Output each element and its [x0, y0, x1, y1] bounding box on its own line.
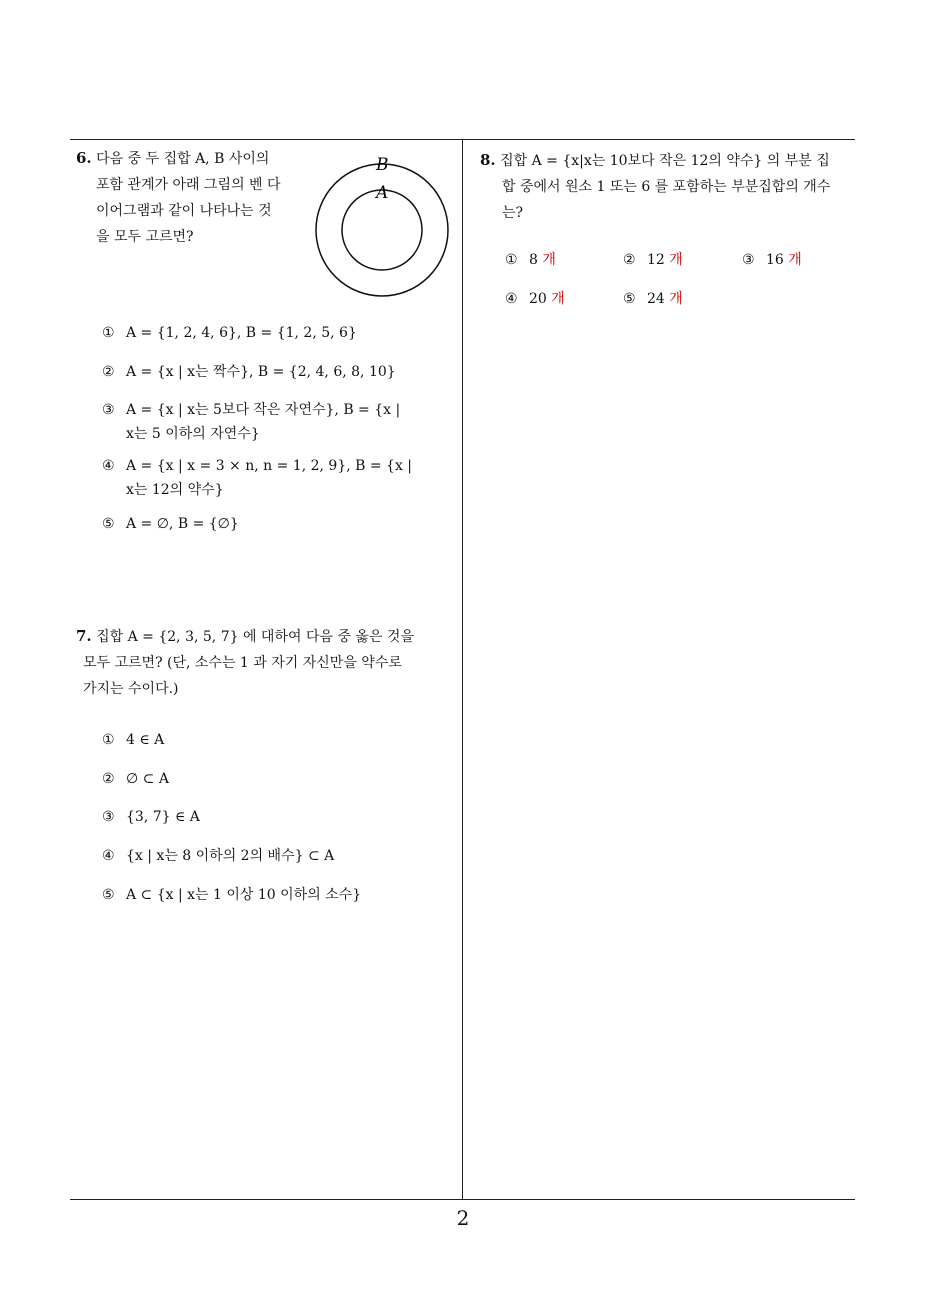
choice-number: 12	[647, 252, 665, 268]
choice-unit: 개	[669, 252, 683, 268]
question-6	[76, 145, 281, 250]
choice-mark: ⑤	[102, 887, 115, 903]
q6-choice-1[interactable]	[102, 321, 357, 345]
q7-choice-3[interactable]	[102, 805, 200, 829]
question-number: 6.	[76, 149, 92, 167]
choice-mark: ④	[102, 458, 115, 474]
choice-text: A = ∅, B = {∅}	[126, 516, 239, 532]
choice-mark: ⑤	[102, 516, 115, 532]
choice-mark: ③	[102, 809, 115, 825]
choice-text: 4 ∈ A	[126, 732, 165, 748]
choice-mark: ④	[102, 848, 115, 864]
q6-choice-2[interactable]	[102, 360, 396, 384]
question-line: 가지는 수이다.)	[83, 681, 179, 697]
choice-unit: 개	[669, 291, 683, 307]
choice-text: A ⊂ {x | x는 1 이상 10 이하의 소수}	[126, 887, 362, 903]
choice-text: A = {x | x는 짝수}, B = {2, 4, 6, 8, 10}	[126, 364, 396, 380]
venn-diagram	[310, 150, 460, 300]
q8-choice-5[interactable]	[623, 287, 683, 311]
choice-unit: 개	[788, 252, 802, 268]
q8-choice-4[interactable]	[505, 287, 565, 311]
q7-choice-1[interactable]	[102, 728, 164, 752]
choice-mark: ①	[102, 325, 115, 341]
question-7	[76, 623, 414, 702]
q6-choice-3[interactable]	[102, 398, 400, 446]
choice-number: 20	[529, 291, 547, 307]
choice-mark: ②	[102, 771, 115, 787]
q7-choice-5[interactable]	[102, 883, 361, 907]
choice-number: 16	[766, 252, 784, 268]
choice-number: 24	[647, 291, 665, 307]
q7-choice-4[interactable]	[102, 844, 334, 868]
choice-mark: ③	[742, 252, 755, 268]
choice-text: {x | x는 8 이하의 2의 배수} ⊂ A	[126, 848, 335, 864]
bottom-rule	[70, 1199, 855, 1200]
question-line: 집합 A = {x|x는 10보다 작은 12의 약수} 의 부분 집	[500, 153, 830, 169]
question-line: 합 중에서 원소 1 또는 6 를 포함하는 부분집합의 개수	[502, 179, 831, 195]
question-line: 모두 고르면? (단, 소수는 1 과 자기 자신만을 약수로	[83, 655, 402, 671]
q8-choice-1[interactable]	[505, 248, 556, 272]
q8-choice-2[interactable]	[623, 248, 683, 272]
question-line: 집합 A = {2, 3, 5, 7} 에 대하여 다음 중 옳은 것을	[96, 629, 414, 645]
choice-unit: 개	[542, 252, 556, 268]
page-number: 2	[456, 1206, 470, 1230]
choice-text: A = {1, 2, 4, 6}, B = {1, 2, 5, 6}	[126, 325, 357, 341]
choice-mark: ②	[623, 252, 636, 268]
question-number: 7.	[76, 627, 92, 645]
question-number: 8.	[480, 151, 496, 169]
choice-text: ∅ ⊂ A	[126, 771, 169, 787]
set-a-label: A	[376, 183, 389, 203]
column-divider	[462, 139, 463, 1200]
q8-choice-3[interactable]	[742, 248, 802, 272]
question-line: 포함 관계가 아래 그림의 벤 다	[96, 177, 281, 193]
choice-unit: 개	[551, 291, 565, 307]
choice-text: x는 12의 약수}	[126, 482, 224, 498]
question-line: 이어그램과 같이 나타나는 것	[96, 203, 272, 219]
q6-choice-4[interactable]	[102, 454, 412, 502]
choice-mark: ③	[102, 402, 115, 418]
choice-mark: ①	[102, 732, 115, 748]
choice-mark: ①	[505, 252, 518, 268]
choice-text: A = {x | x는 5보다 작은 자연수}, B = {x |	[126, 402, 401, 418]
choice-text: {3, 7} ∈ A	[126, 809, 200, 825]
choice-mark: ④	[505, 291, 518, 307]
choice-text: A = {x | x = 3 × n, n = 1, 2, 9}, B = {x |	[126, 458, 413, 474]
q7-choice-2[interactable]	[102, 767, 169, 791]
set-b-label: B	[376, 155, 389, 175]
question-8	[480, 147, 830, 226]
choice-mark: ②	[102, 364, 115, 380]
question-line: 을 모두 고르면?	[96, 229, 194, 245]
choice-number: 8	[529, 252, 538, 268]
choice-text: x는 5 이하의 자연수}	[126, 426, 260, 442]
question-line: 는?	[502, 205, 524, 221]
choice-mark: ⑤	[623, 291, 636, 307]
q6-choice-5[interactable]	[102, 512, 239, 536]
question-line: 다음 중 두 집합 A, B 사이의	[96, 151, 270, 167]
